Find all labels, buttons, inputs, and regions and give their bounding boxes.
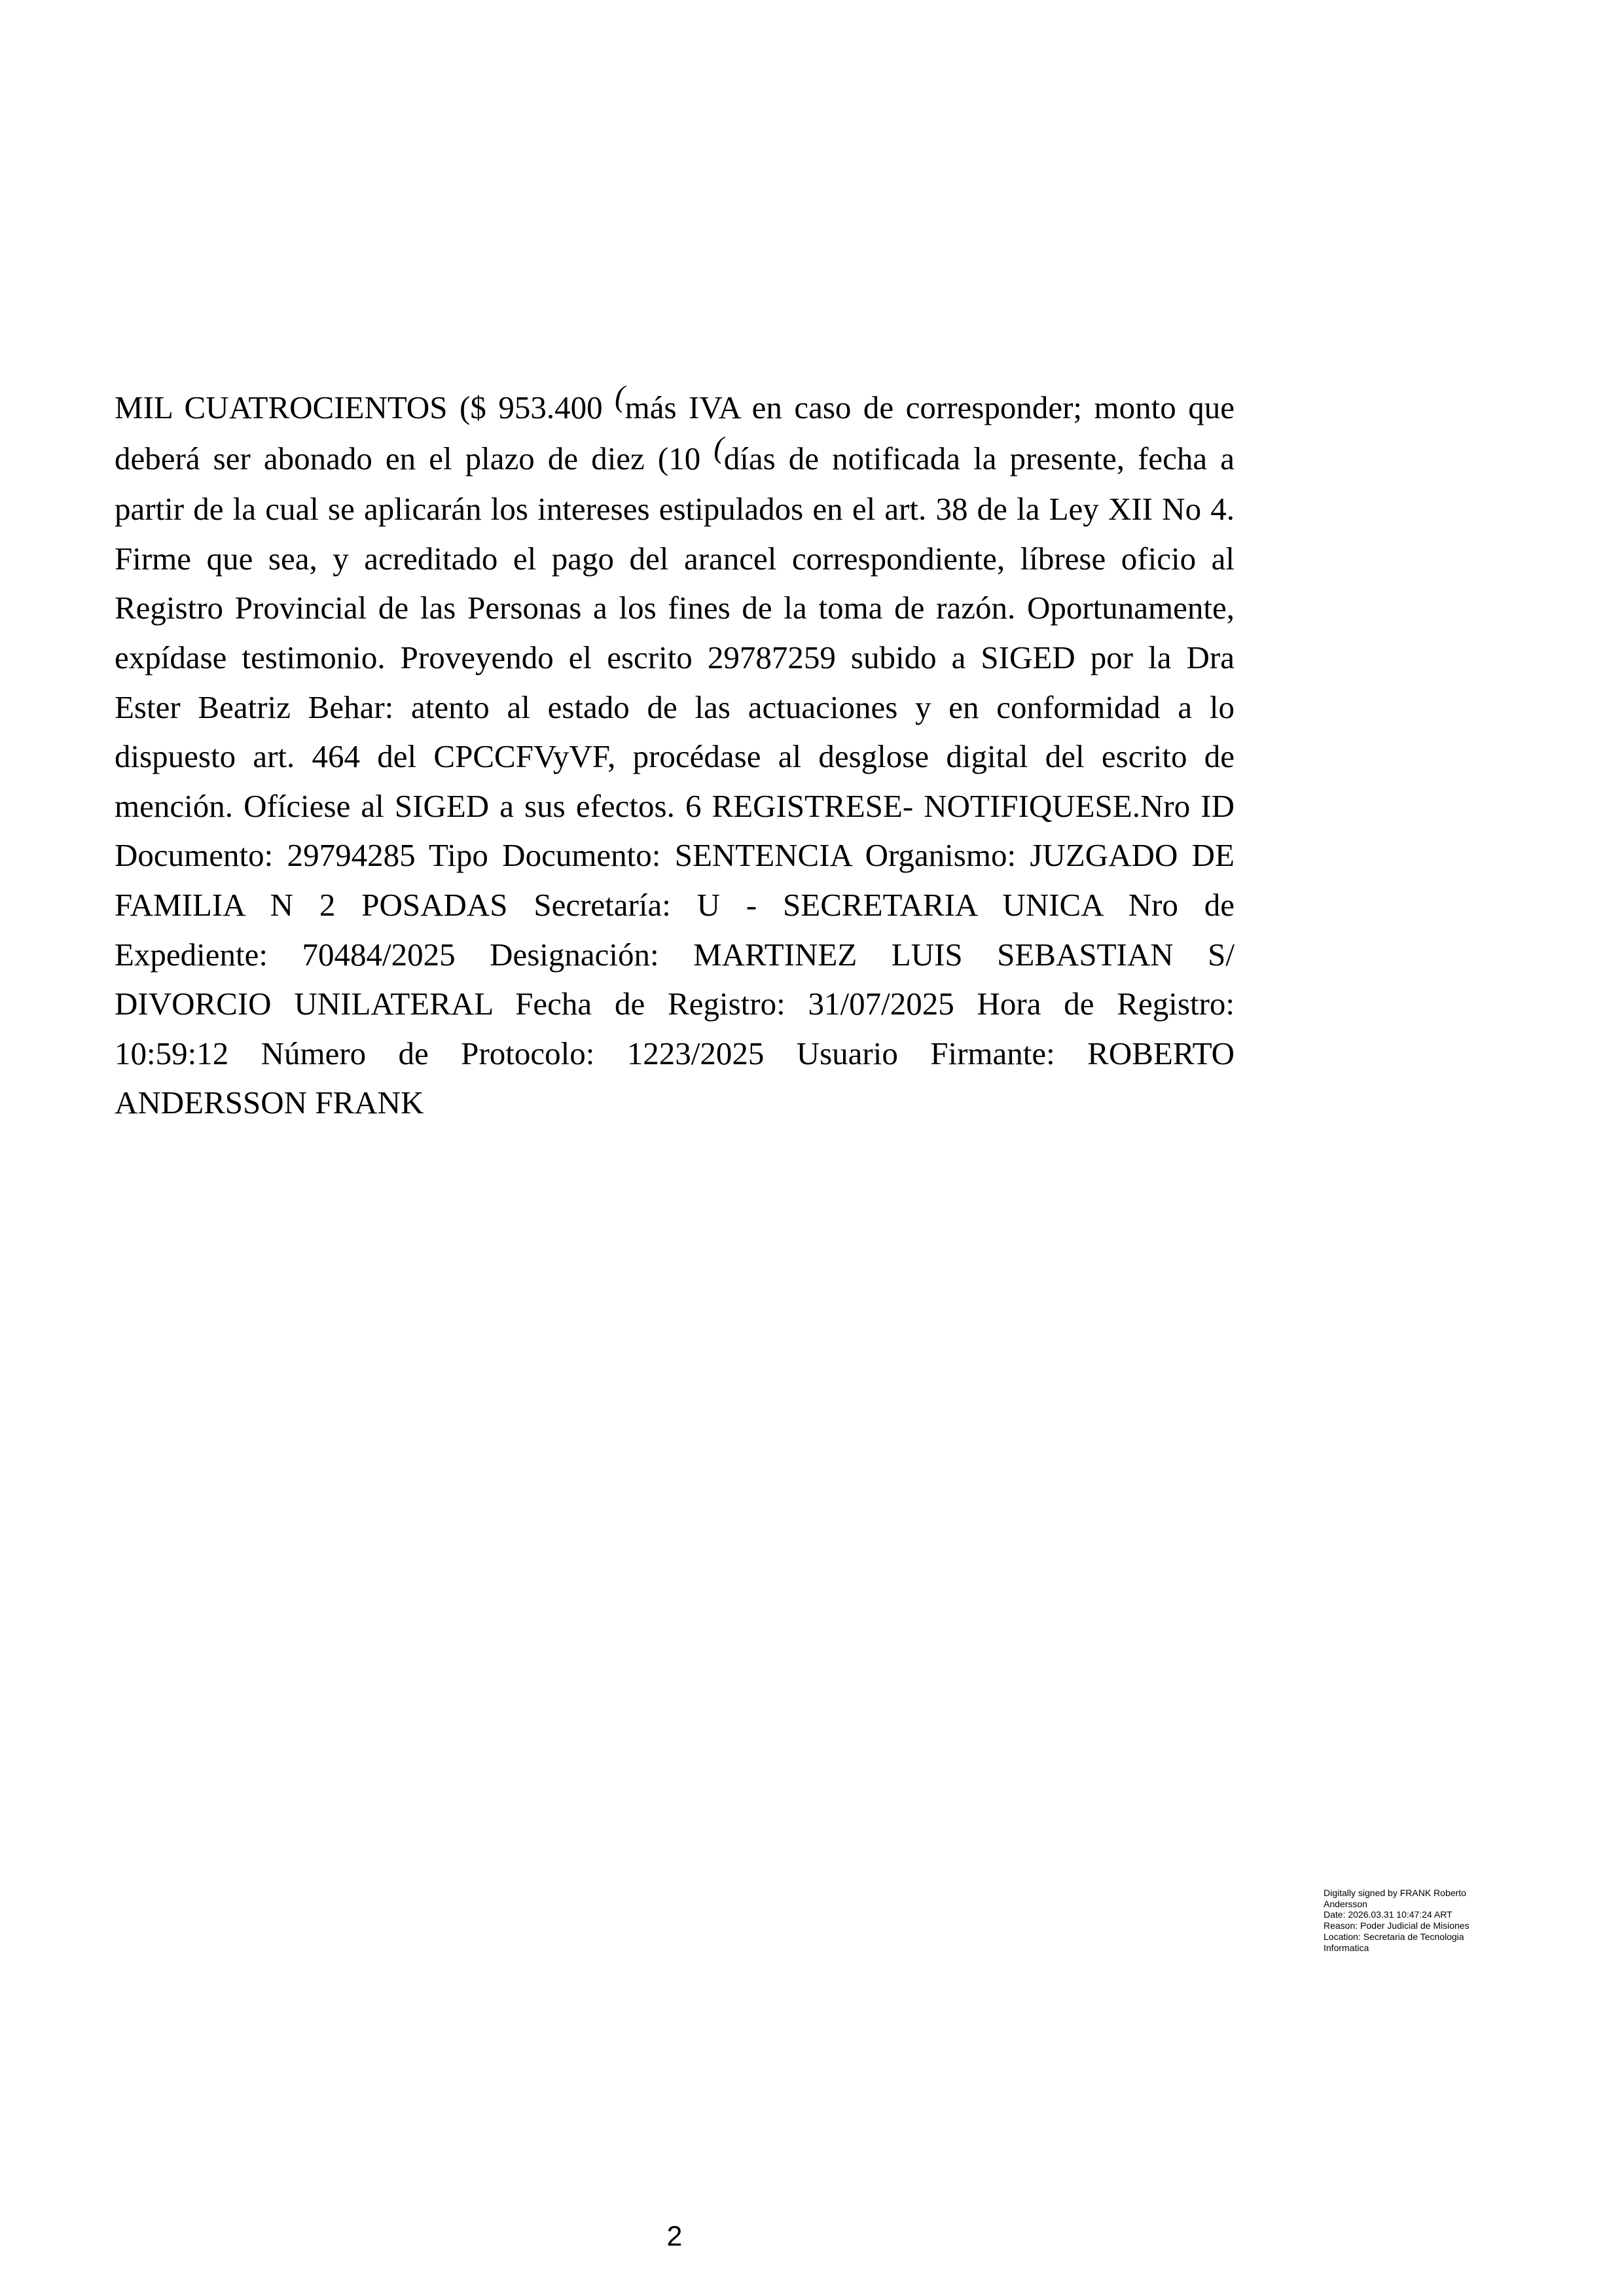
paragraph-text-segment: Ester Beatriz Behar: atento al estado de las actuaciones y en conformidad a lo [115,689,1235,725]
paragraph-text-segment: DIVORCIO UNILATERAL Fecha de Registro: 31/07/2025 Hora de Registro: [115,986,1235,1022]
paragraph-line [115,930,1235,980]
paragraph-text-segment: Expediente: 70484/2025 Designación: MARTINEZ LUIS SEBASTIAN S/ [115,936,1235,973]
paragraph-text-segment: más IVA en caso de corresponder; monto que [624,389,1235,425]
paragraph-text-segment: ANDERSSON FRANK [115,1085,424,1121]
paragraph-line [115,781,1235,831]
paragraph-line [115,732,1235,781]
paragraph-line [115,880,1235,930]
paragraph-text-segment: FAMILIA N 2 POSADAS Secretaría: U - SECRETARIA UNICA Nro de [115,886,1235,923]
paragraph-text-segment: expídase testimonio. Proveyendo el escrito 29787259 subido a SIGED por la Dra [115,639,1235,675]
paragraph-line [115,380,1235,434]
page-number: 2 [666,2221,683,2252]
paragraph-line [115,1029,1235,1079]
signature-line: Location: Secretaria de Tecnologia [1324,1931,1464,1942]
signature-line: Andersson [1324,1898,1367,1909]
paragraph-text-segment: 10:59:12 Número de Protocolo: 1223/2025 Usuario Firmante: ROBERTO [115,1035,1235,1071]
paragraph-line [115,831,1235,880]
judgment-paragraph [115,380,1235,1128]
paragraph-text-segment: dispuesto art. 464 del CPCCFVyVF, procédase al desglose digital del escrito de [115,738,1235,775]
signature-line: Reason: Poder Judicial de Misiones [1324,1920,1470,1931]
superscript-parenthesis: ( [615,380,625,414]
paragraph-line [115,979,1235,1029]
superscript-parenthesis: ( [713,431,724,465]
paragraph-text-segment: Registro Provincial de las Personas a los fines de la toma de razón. Oportunamente, [115,590,1235,626]
paragraph-text-segment: MIL CUATROCIENTOS ($ 953.400 [115,389,615,425]
paragraph-text-segment: deberá ser abonado en el plazo de diez (10 [115,440,714,476]
paragraph-line [115,484,1235,534]
paragraph-line [115,431,1235,485]
paragraph-text-segment: partir de la cual se aplicarán los intereses estipulados en el art. 38 de la Ley XII No 4. [115,491,1235,528]
digital-signature-block [1324,1888,1513,1953]
paragraph-line [115,683,1235,732]
paragraph-line [115,633,1235,683]
signature-line: Informatica [1324,1942,1369,1953]
paragraph-line [115,534,1235,584]
paragraph-text-segment: mención. Ofíciese al SIGED a sus efectos. 6 REGISTRESE- NOTIFIQUESE.Nro ID [115,787,1235,824]
paragraph-line [115,583,1235,633]
signature-line: Digitally signed by FRANK Roberto [1324,1888,1466,1898]
paragraph-text-segment: días de notificada la presente, fecha a [723,440,1235,476]
paragraph-text-segment: Firme que sea, y acreditado el pago del arancel correspondiente, líbrese oficio al [115,540,1235,577]
paragraph-line [115,1078,1235,1128]
signature-line: Date: 2026.03.31 10:47:24 ART [1324,1909,1453,1920]
paragraph-text-segment: Documento: 29794285 Tipo Documento: SENTENCIA Organismo: JUZGADO DE [115,837,1235,874]
